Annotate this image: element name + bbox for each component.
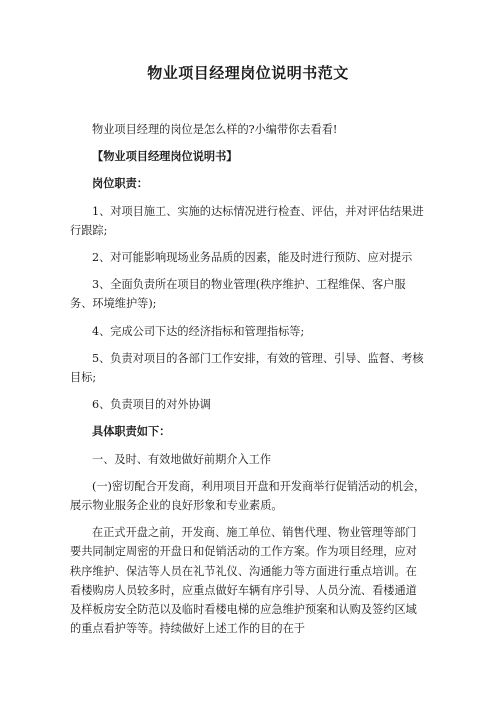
- duty-item: 6、负责项目的对外协调: [92, 398, 211, 412]
- section-one-heading: 一、及时、有效地做好前期介入工作: [92, 452, 272, 466]
- document-body: [70, 120, 426, 646]
- duties-heading: 岗位职责：: [92, 177, 148, 191]
- intro-paragraph: 物业项目经理的岗位是怎么样的?小编带你去看看!: [92, 123, 338, 136]
- section-heading: 【物业项目经理岗位说明书】: [92, 150, 238, 164]
- duty-item: 3、全面负责所在项目的物业管理(秩序维护、工程维保、客户服务、环境维护等);: [70, 278, 406, 311]
- paragraph-one: (一)密切配合开发商，利用项目开盘和开发商举行促销活动的机会，展示物业服务企业的良好形象和专业素质。: [70, 479, 426, 513]
- paragraph-two: 在正式开盘之前，开发商、施工单位、销售代理、物业管理等部门要共同制定周密的开盘日和促销活动的工作方案。作为项目经理，应对秩序维护、保洁等人员在礼节礼仪、沟通能力等方面进行重点培训。在看楼购房人员较多时，应重点做好车辆有序引导、人员分流、看楼通道及样板房安全防范以及临时看楼电梯的应急维护预案和认购及签约区域的重点看护等等。持续做好上述工作的目的在于: [70, 526, 417, 636]
- duty-item: 4、完成公司下达的经济指标和管理指标等;: [92, 324, 305, 338]
- duty-item: 1、对项目施工、实施的达标情况进行检查、评估，并对评估结果进行跟踪;: [70, 204, 424, 237]
- duty-item: 5、负责对项目的各部门工作安排，有效的管理、引导、监督、考核目标;: [70, 351, 424, 385]
- detail-heading: 具体职责如下：: [92, 425, 171, 439]
- duty-item: 2、对可能影响现场业务品质的因素，能及时进行预防、应对提示: [92, 251, 413, 265]
- document-title: 物业项目经理岗位说明书范文: [147, 64, 349, 82]
